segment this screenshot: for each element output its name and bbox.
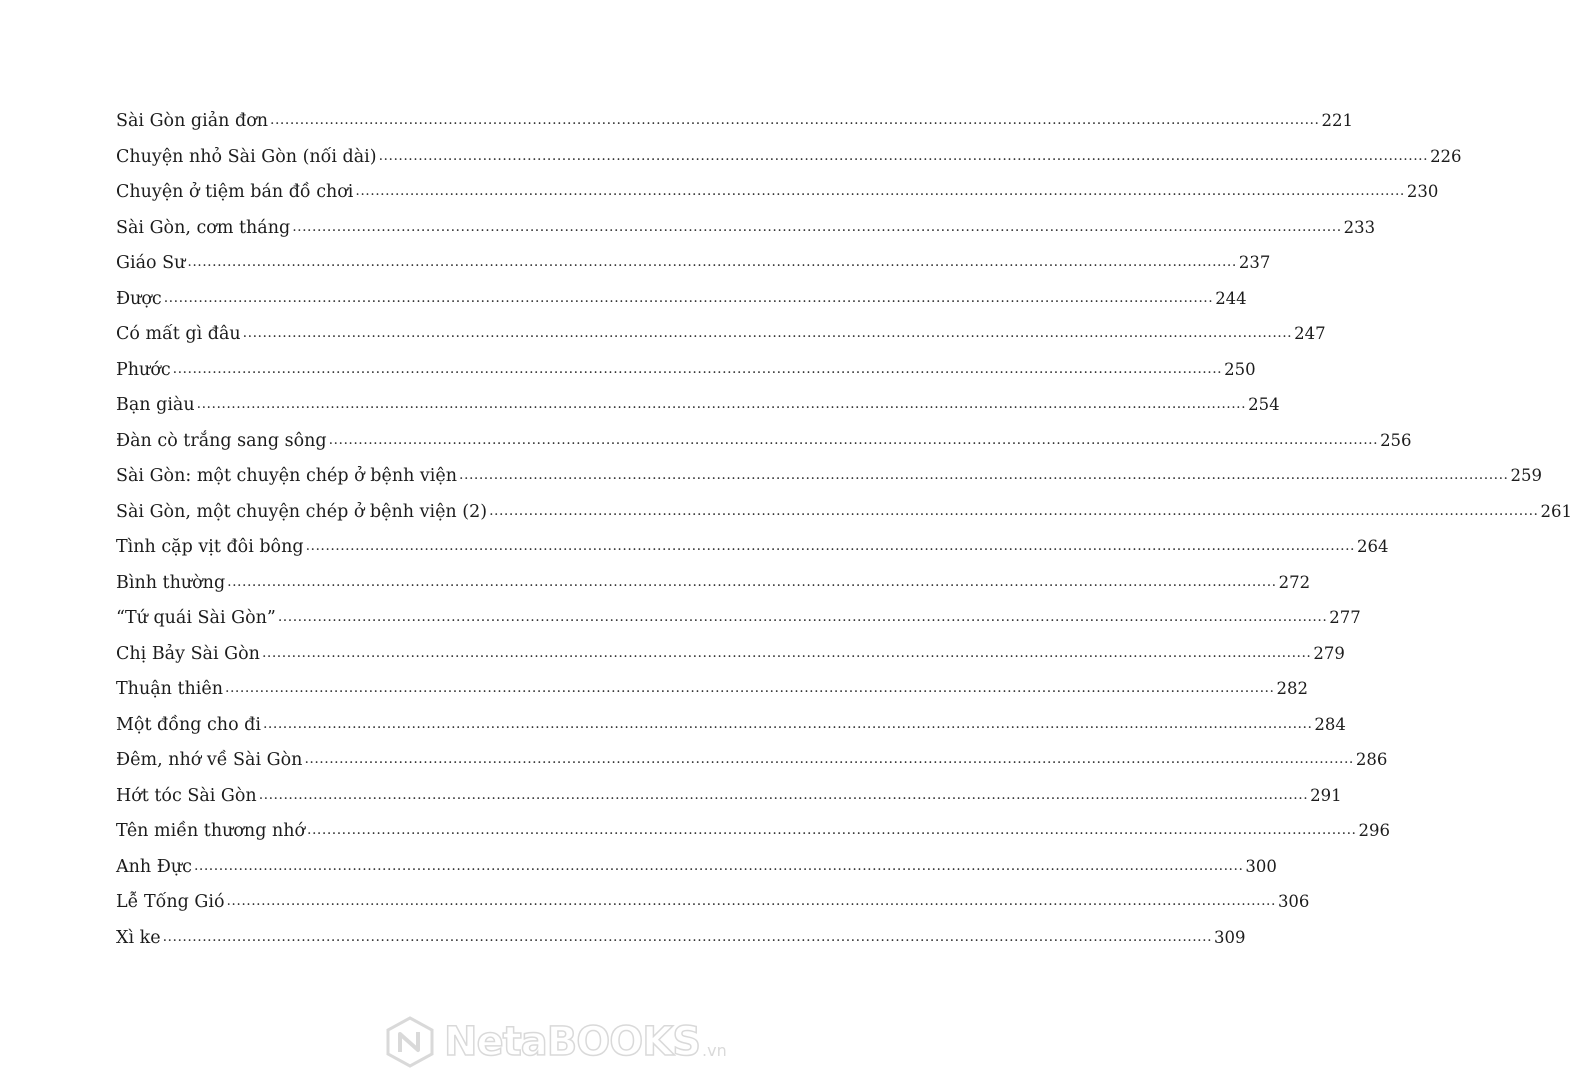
toc-entry-page-number: 254	[1248, 395, 1280, 414]
toc-entry	[116, 884, 1310, 920]
toc-dot-leader	[263, 707, 1312, 743]
toc-entry	[116, 316, 1326, 352]
toc-entry-page-number: 244	[1215, 288, 1247, 308]
toc-dot-leader	[278, 600, 1327, 636]
toc-entry-title: Giáo Sư	[116, 253, 186, 273]
toc-entry-title: Phước	[116, 359, 171, 380]
toc-entry-title: Sài Gòn giản đơn	[116, 111, 269, 131]
toc-entry	[116, 494, 1572, 530]
toc-entry-page-number: 277	[1329, 608, 1361, 627]
toc-entry	[116, 174, 1439, 210]
toc-dot-leader	[355, 174, 1404, 210]
toc-entry	[116, 529, 1389, 565]
toc-entry-page-number: 226	[1430, 146, 1462, 166]
toc-entry-page-number: 291	[1310, 785, 1342, 805]
toc-entry	[116, 778, 1342, 814]
toc-entry-page-number: 279	[1313, 643, 1345, 663]
toc-dot-leader	[306, 529, 1355, 565]
toc-entry-title: Chị Bảy Sài Gòn	[116, 643, 260, 664]
watermark	[384, 1010, 727, 1074]
toc-dot-leader	[259, 778, 1308, 814]
toc-dot-leader	[197, 387, 1246, 423]
toc-entry-title: Anh Đực	[116, 856, 192, 877]
toc-entry-page-number: 247	[1294, 324, 1326, 343]
toc-entry	[116, 600, 1361, 636]
toc-entry-page-number: 233	[1343, 217, 1376, 237]
toc-dot-leader	[379, 139, 1428, 175]
toc-entry-page-number: 286	[1355, 750, 1388, 769]
toc-entry-title: Một đồng cho đi	[116, 714, 261, 735]
toc-entry	[116, 565, 1311, 601]
toc-entry-title: Tên miền thương nhớ	[116, 821, 306, 841]
toc-entry-title: Thuận thiên	[116, 679, 224, 699]
toc-entry-page-number: 309	[1214, 927, 1246, 947]
toc-dot-leader	[459, 458, 1508, 494]
toc-entry-page-number: 264	[1357, 537, 1389, 556]
netabooks-logo-icon	[384, 1016, 436, 1068]
toc-entry-title: Xì ke	[116, 927, 161, 948]
toc-entry-page-number: 296	[1358, 821, 1390, 840]
toc-entry	[116, 707, 1346, 743]
toc-dot-leader	[225, 671, 1274, 707]
toc-entry-title: Bình thường	[116, 572, 226, 593]
table-of-contents	[116, 103, 1572, 955]
toc-entry	[116, 636, 1345, 672]
toc-dot-leader	[270, 103, 1319, 139]
toc-entry-page-number: 256	[1380, 430, 1412, 450]
toc-entry-title: “Tứ quái Sài Gòn”	[116, 608, 276, 628]
toc-entry-title: Lễ Tống Gió	[116, 892, 225, 912]
toc-entry-page-number: 261	[1540, 501, 1572, 521]
toc-entry-title: Sài Gòn, cơm tháng	[116, 217, 291, 238]
toc-entry-title: Hớt tóc Sài Gòn	[116, 785, 257, 806]
toc-entry	[116, 423, 1412, 459]
toc-dot-leader	[187, 245, 1236, 281]
toc-entry-page-number: 306	[1277, 892, 1310, 911]
toc-entry-title: Sài Gòn, một chuyện chép ở bệnh viện (2)	[116, 501, 488, 522]
toc-entry	[116, 210, 1376, 246]
toc-entry	[116, 458, 1542, 494]
toc-dot-leader	[164, 281, 1213, 317]
toc-entry	[116, 742, 1388, 778]
toc-entry	[116, 849, 1277, 885]
toc-dot-leader	[329, 423, 1378, 459]
toc-entry-page-number: 282	[1276, 679, 1308, 698]
toc-entry	[116, 245, 1271, 281]
toc-dot-leader	[226, 884, 1275, 920]
toc-dot-leader	[163, 920, 1212, 956]
toc-dot-leader	[304, 742, 1353, 778]
toc-entry-page-number: 221	[1321, 111, 1353, 130]
toc-entry-title: Đêm, nhớ về Sài Gòn	[116, 750, 303, 770]
toc-entry-title: Được	[116, 288, 162, 309]
toc-entry	[116, 103, 1353, 139]
toc-dot-leader	[307, 813, 1356, 849]
toc-dot-leader	[173, 352, 1222, 388]
toc-entry	[116, 387, 1280, 423]
watermark-suffix: .vn	[702, 1041, 727, 1060]
toc-entry-title: Sài Gòn: một chuyện chép ở bệnh viện	[116, 466, 458, 486]
toc-entry-title: Chuyện ở tiệm bán đồ chơi	[116, 182, 354, 202]
toc-entry-title: Tình cặp vịt đôi bông	[116, 537, 304, 557]
toc-dot-leader	[194, 849, 1243, 885]
toc-entry-page-number: 250	[1224, 359, 1256, 379]
toc-entry-title: Chuyện nhỏ Sài Gòn (nối dài)	[116, 146, 377, 167]
toc-entry	[116, 671, 1308, 707]
toc-entry-title: Bạn giàu	[116, 395, 195, 415]
toc-entry	[116, 352, 1256, 388]
toc-dot-leader	[227, 565, 1276, 601]
toc-entry-page-number: 237	[1238, 253, 1271, 272]
watermark-name: NetaBOOKS	[444, 1019, 701, 1065]
toc-dot-leader	[262, 636, 1311, 672]
toc-entry	[116, 139, 1462, 175]
toc-entry-page-number: 272	[1278, 572, 1311, 592]
toc-entry	[116, 920, 1246, 956]
toc-dot-leader	[243, 316, 1292, 352]
toc-entry-title: Có mất gì đâu	[116, 324, 241, 344]
toc-dot-leader	[489, 494, 1538, 530]
toc-entry	[116, 281, 1247, 317]
toc-entry-page-number: 300	[1245, 856, 1277, 876]
toc-entry-page-number: 230	[1406, 182, 1439, 201]
toc-entry-title: Đàn cò trắng sang sông	[116, 430, 327, 451]
toc-entry	[116, 813, 1390, 849]
toc-entry-page-number: 259	[1510, 466, 1542, 485]
toc-dot-leader	[292, 210, 1341, 246]
toc-entry-page-number: 284	[1314, 714, 1346, 734]
